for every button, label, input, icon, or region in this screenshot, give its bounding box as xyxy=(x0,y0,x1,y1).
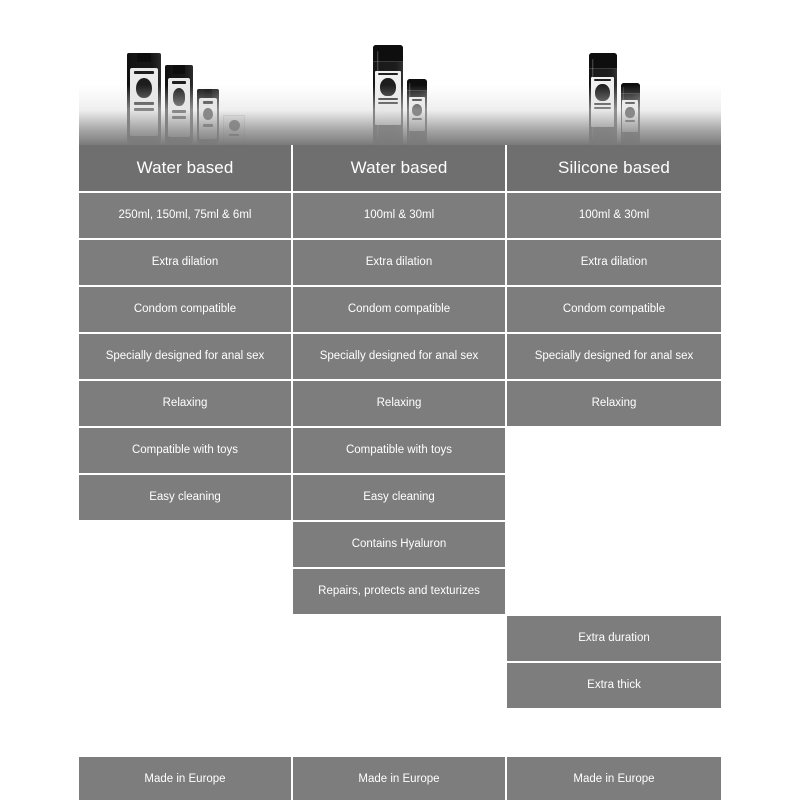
table-row xyxy=(79,522,721,569)
table-row xyxy=(79,616,721,663)
bottle-label xyxy=(375,71,400,125)
column-header-2: Water based xyxy=(293,145,507,193)
tube-cap-icon xyxy=(204,89,213,98)
cell-feature-3: Relaxing xyxy=(507,381,721,428)
cell-feature-1: Specially designed for anal sex xyxy=(79,334,293,381)
cell-empty xyxy=(507,522,721,569)
cell-feature-2: Contains Hyaluron xyxy=(293,522,507,569)
cell-feature-2: Specially designed for anal sex xyxy=(293,334,507,381)
table-row xyxy=(79,569,721,616)
table-row xyxy=(79,663,721,710)
cell-sizes-1: 250ml, 150ml, 75ml & 6ml xyxy=(79,193,293,240)
table-row xyxy=(79,334,721,381)
cell-empty xyxy=(507,428,721,475)
column-header-3: Silicone based xyxy=(507,145,721,193)
cell-feature-2: Condom compatible xyxy=(293,287,507,334)
product-group-water-based-bottles xyxy=(293,20,507,145)
cell-feature-1: Compatible with toys xyxy=(79,428,293,475)
cell-feature-1: Relaxing xyxy=(79,381,293,428)
product-tube-75ml xyxy=(197,89,219,145)
product-image-band xyxy=(79,20,721,145)
cell-empty xyxy=(507,710,721,757)
product-bottle-100ml-silicone xyxy=(589,53,617,145)
cell-empty xyxy=(507,475,721,522)
cell-feature-3: Condom compatible xyxy=(507,287,721,334)
bottle-label xyxy=(591,77,615,127)
cell-feature-2: Relaxing xyxy=(293,381,507,428)
cell-empty xyxy=(79,616,293,663)
table-row xyxy=(79,757,721,800)
product-tube-150ml xyxy=(165,65,193,145)
tube-cap-icon xyxy=(173,65,184,74)
cell-origin-1: Made in Europe xyxy=(79,757,293,800)
product-bottle-30ml-silicone xyxy=(621,83,640,145)
cell-empty xyxy=(79,710,293,757)
tube-cap-icon xyxy=(137,53,151,62)
cell-feature-3: Extra duration xyxy=(507,616,721,663)
bottle-label xyxy=(622,100,638,132)
cell-feature-1: Easy cleaning xyxy=(79,475,293,522)
cell-origin-2: Made in Europe xyxy=(293,757,507,800)
product-group-water-based-tubes xyxy=(79,20,293,145)
product-group-silicone-based-bottles xyxy=(507,20,721,145)
table-row xyxy=(79,240,721,287)
bottle-label xyxy=(409,97,426,131)
table-header-row xyxy=(79,145,721,193)
table-row-spacer xyxy=(79,710,721,757)
cell-empty xyxy=(79,522,293,569)
cell-feature-3: Specially designed for anal sex xyxy=(507,334,721,381)
cell-sizes-3: 100ml & 30ml xyxy=(507,193,721,240)
cell-feature-1: Extra dilation xyxy=(79,240,293,287)
cell-sizes-2: 100ml & 30ml xyxy=(293,193,507,240)
cell-empty xyxy=(507,569,721,616)
cell-empty xyxy=(79,663,293,710)
cell-feature-1: Condom compatible xyxy=(79,287,293,334)
tube-label xyxy=(130,68,157,136)
tube-label xyxy=(168,78,190,137)
product-tube-250ml xyxy=(127,53,161,145)
table-row xyxy=(79,475,721,522)
cell-empty xyxy=(293,663,507,710)
cell-empty xyxy=(293,616,507,663)
cell-feature-2: Easy cleaning xyxy=(293,475,507,522)
cell-feature-2: Compatible with toys xyxy=(293,428,507,475)
product-bottle-100ml-water xyxy=(373,45,403,145)
product-sachet-6ml xyxy=(223,115,245,145)
cell-feature-3: Extra dilation xyxy=(507,240,721,287)
cell-feature-2: Extra dilation xyxy=(293,240,507,287)
product-bottle-30ml-water xyxy=(407,79,427,145)
table-row xyxy=(79,193,721,240)
column-header-1: Water based xyxy=(79,145,293,193)
table-row xyxy=(79,381,721,428)
tube-label xyxy=(199,98,217,139)
cell-feature-3: Extra thick xyxy=(507,663,721,710)
cell-empty xyxy=(79,569,293,616)
table-row xyxy=(79,428,721,475)
cell-feature-2: Repairs, protects and texturizes xyxy=(293,569,507,616)
cell-empty xyxy=(293,710,507,757)
cell-origin-3: Made in Europe xyxy=(507,757,721,800)
table-row xyxy=(79,287,721,334)
comparison-table xyxy=(79,145,721,800)
